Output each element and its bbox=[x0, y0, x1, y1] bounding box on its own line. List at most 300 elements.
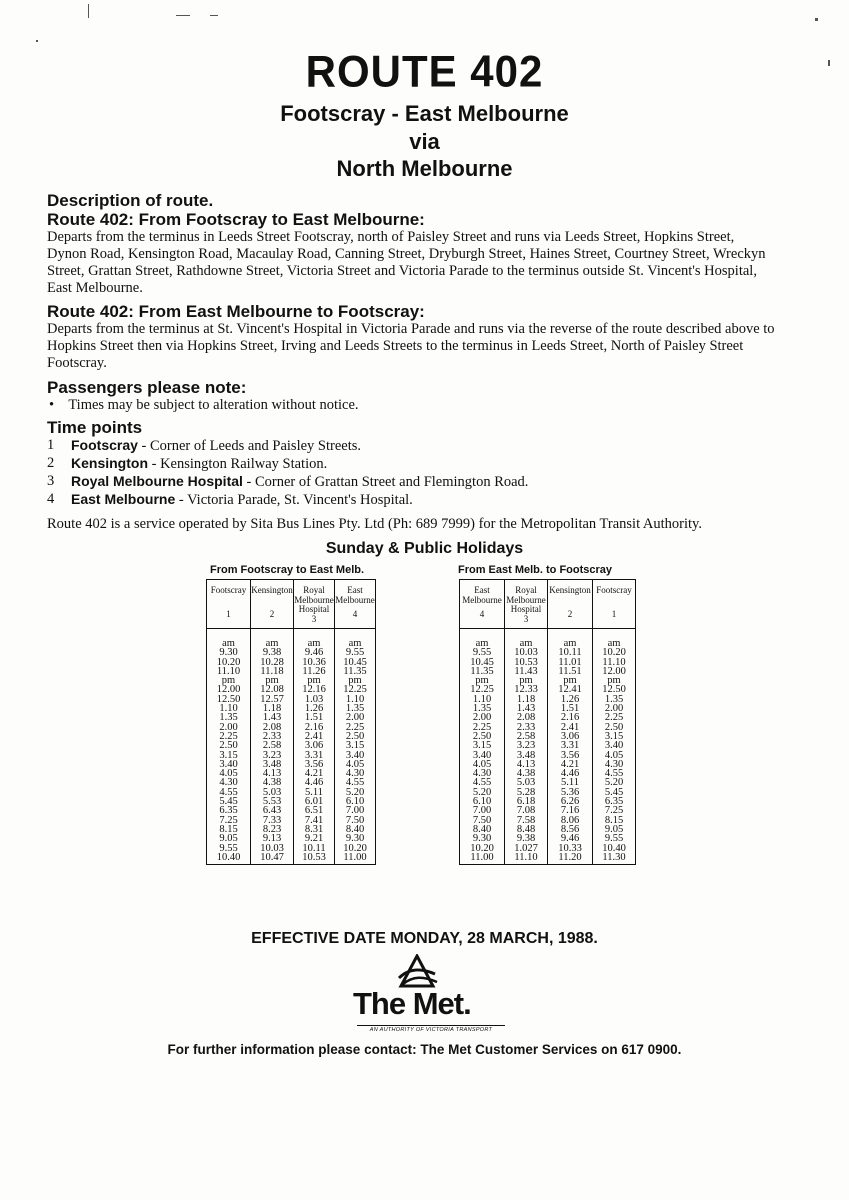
time-cell: 9.21 bbox=[294, 834, 335, 843]
timetable-row bbox=[207, 760, 376, 769]
time-cell: 4.21 bbox=[294, 769, 335, 778]
timetable-row bbox=[207, 629, 376, 649]
outbound-direction-label: From Footscray to East Melb. bbox=[210, 564, 365, 576]
time-cell: 8.31 bbox=[294, 825, 335, 834]
time-cell: 2.25 bbox=[460, 723, 505, 732]
time-cell: 4.30 bbox=[207, 778, 251, 787]
time-cell: 3.31 bbox=[294, 751, 335, 760]
time-point-number: 4 bbox=[47, 491, 55, 507]
time-cell: 3.23 bbox=[251, 751, 294, 760]
time-cell: 10.33 bbox=[548, 844, 593, 853]
outbound-timetable bbox=[206, 579, 376, 865]
scan-speck bbox=[210, 15, 218, 16]
time-cell: 11.35 bbox=[335, 667, 376, 676]
time-cell: 9.38 bbox=[505, 834, 548, 843]
contact-info: For further information please contact: The Met Customer Services on 617 0900. bbox=[167, 1042, 682, 1057]
time-cell: 1.43 bbox=[251, 713, 294, 722]
time-cell: 3.31 bbox=[548, 741, 593, 750]
time-cell: 10.40 bbox=[593, 844, 636, 853]
time-cell: 10.20 bbox=[207, 658, 251, 667]
time-cell: 9.05 bbox=[207, 834, 251, 843]
timetable-header-cell bbox=[251, 580, 294, 629]
timetable-row bbox=[460, 676, 636, 685]
time-cell: 10.11 bbox=[548, 648, 593, 657]
time-cell: 4.55 bbox=[460, 778, 505, 787]
time-cell: 3.06 bbox=[548, 732, 593, 741]
time-cell: 1.35 bbox=[460, 704, 505, 713]
timetable-row bbox=[207, 769, 376, 778]
timetable-header-row bbox=[207, 580, 376, 629]
time-point-desc: - Corner of Leeds and Paisley Streets. bbox=[137, 438, 362, 454]
time-cell: 6.18 bbox=[505, 797, 548, 806]
time-cell: 1.10 bbox=[207, 704, 251, 713]
timepoint-name: Royal Melbourne Hospital bbox=[294, 585, 334, 614]
time-cell: 2.50 bbox=[207, 741, 251, 750]
route-description bbox=[47, 191, 777, 533]
timetable-header-cell bbox=[335, 580, 376, 629]
time-cell: 7.16 bbox=[548, 806, 593, 815]
timetable-row bbox=[207, 825, 376, 834]
route-subtitle-via-place: North Melbourne bbox=[336, 156, 513, 181]
time-cell: am bbox=[251, 629, 294, 649]
time-cell: am bbox=[460, 629, 505, 649]
time-cell: pm bbox=[505, 676, 548, 685]
time-cell: 7.25 bbox=[207, 816, 251, 825]
time-cell: 4.05 bbox=[207, 769, 251, 778]
timetable-row bbox=[207, 658, 376, 667]
timetable-row bbox=[207, 732, 376, 741]
time-cell: pm bbox=[335, 676, 376, 685]
time-point-item bbox=[47, 473, 777, 491]
time-cell: 2.41 bbox=[548, 723, 593, 732]
time-cell: 1.35 bbox=[335, 704, 376, 713]
timetable-row bbox=[460, 741, 636, 750]
time-point-name: Footscray bbox=[71, 437, 138, 453]
time-cell: 6.26 bbox=[548, 797, 593, 806]
timetable-header-cell bbox=[593, 580, 636, 629]
bullet-glyph: • bbox=[49, 397, 55, 413]
met-logo bbox=[345, 954, 515, 1038]
time-cell: 5.45 bbox=[593, 788, 636, 797]
inbound-route-text: Departs from the terminus at St. Vincent's Hospital in Victoria Parade and runs via the reverse of the route described above to Hopkins Street then via Hopkins Street, Irving and Leeds Streets to the terminus in Leeds Street, North of Paisley Street Footscray. bbox=[47, 321, 775, 371]
time-cell: 3.40 bbox=[335, 751, 376, 760]
timetable-row bbox=[207, 788, 376, 797]
timepoint-number: 4 bbox=[352, 609, 358, 619]
time-cell: 2.50 bbox=[460, 732, 505, 741]
timetable-row bbox=[207, 676, 376, 685]
outbound-route-heading: Route 402: From Footscray to East Melbourne: bbox=[47, 210, 425, 229]
time-cell: 11.00 bbox=[460, 853, 505, 865]
time-cell: 5.03 bbox=[251, 788, 294, 797]
time-cell: am bbox=[207, 629, 251, 649]
timetable-row bbox=[460, 723, 636, 732]
time-cell: 1.18 bbox=[505, 695, 548, 704]
time-point-desc: - Corner of Grattan Street and Flemington Road. bbox=[242, 474, 529, 490]
scan-speck bbox=[815, 18, 818, 21]
time-cell: 12.25 bbox=[335, 685, 376, 694]
time-cell: 7.00 bbox=[460, 806, 505, 815]
time-point-name: East Melbourne bbox=[71, 491, 176, 507]
time-cell: 10.20 bbox=[335, 844, 376, 853]
time-cell: 12.57 bbox=[251, 695, 294, 704]
time-point-item bbox=[47, 491, 777, 509]
met-logo-text: The Met. bbox=[353, 986, 471, 1021]
timepoint-name: Kensington bbox=[251, 585, 293, 595]
time-cell: 7.00 bbox=[335, 806, 376, 815]
time-cell: 2.16 bbox=[548, 713, 593, 722]
note-item bbox=[49, 397, 777, 414]
time-cell: 11.35 bbox=[460, 667, 505, 676]
route-title: ROUTE 402 bbox=[305, 46, 544, 97]
time-cell: 2.00 bbox=[593, 704, 636, 713]
time-cell: 1.35 bbox=[593, 695, 636, 704]
timepoint-name: Footscray bbox=[210, 585, 247, 595]
timetable-row bbox=[207, 648, 376, 657]
schedule-title: Sunday & Public Holidays bbox=[325, 540, 524, 557]
inbound-route-heading: Route 402: From East Melbourne to Footscray: bbox=[47, 302, 425, 321]
time-cell: 11.43 bbox=[505, 667, 548, 676]
time-cell: 4.30 bbox=[593, 760, 636, 769]
time-cell: 3.15 bbox=[207, 751, 251, 760]
timetable-row bbox=[460, 695, 636, 704]
time-cell: 9.55 bbox=[593, 834, 636, 843]
time-point-number: 2 bbox=[47, 455, 55, 471]
time-cell: 9.05 bbox=[593, 825, 636, 834]
time-cell: 4.55 bbox=[207, 788, 251, 797]
time-cell: 7.50 bbox=[460, 816, 505, 825]
time-cell: 4.55 bbox=[335, 778, 376, 787]
time-cell: 12.50 bbox=[207, 695, 251, 704]
time-cell: 9.55 bbox=[207, 844, 251, 853]
time-cell: 6.51 bbox=[294, 806, 335, 815]
time-cell: 5.45 bbox=[207, 797, 251, 806]
time-cell: 2.25 bbox=[593, 713, 636, 722]
time-cell: pm bbox=[207, 676, 251, 685]
timepoint-name: East Melbourne bbox=[335, 585, 375, 605]
time-cell: 10.53 bbox=[505, 658, 548, 667]
time-cell: 11.51 bbox=[548, 667, 593, 676]
time-cell: 7.58 bbox=[505, 816, 548, 825]
timetable-row bbox=[460, 732, 636, 741]
time-cell: 5.20 bbox=[335, 788, 376, 797]
time-cell: 4.55 bbox=[593, 769, 636, 778]
time-cell: 2.08 bbox=[251, 723, 294, 732]
time-cell: 3.40 bbox=[207, 760, 251, 769]
timetable-row bbox=[207, 713, 376, 722]
time-cell: 3.40 bbox=[460, 751, 505, 760]
time-cell: 12.00 bbox=[207, 685, 251, 694]
time-point-item bbox=[47, 437, 777, 455]
time-cell: 8.48 bbox=[505, 825, 548, 834]
time-cell: 10.28 bbox=[251, 658, 294, 667]
time-cell: 10.36 bbox=[294, 658, 335, 667]
time-cell: 10.03 bbox=[251, 844, 294, 853]
time-cell: 9.30 bbox=[207, 648, 251, 657]
route-subtitle-endpoints: Footscray - East Melbourne bbox=[280, 101, 569, 126]
time-cell: 2.25 bbox=[207, 732, 251, 741]
time-cell: 2.58 bbox=[505, 732, 548, 741]
time-cell: 7.50 bbox=[335, 816, 376, 825]
outbound-route-text: Departs from the terminus in Leeds Street Footscray, north of Paisley Street and runs via Leeds Street, Hopkins Street, Dynon Road, Kensington Road, Macaulay Road, Canning Street, Dryburgh Street, Haines Street, Courtney Street, Wreckyn Street, Grattan Street, Rathdowne Street, Victoria Street and Victoria Parade to the terminus outside St. Vincent's Hospital, East Melbourne. bbox=[47, 229, 766, 296]
time-cell: 10.03 bbox=[505, 648, 548, 657]
time-cell: pm bbox=[251, 676, 294, 685]
time-point-number: 1 bbox=[47, 437, 55, 453]
time-cell: 5.20 bbox=[593, 778, 636, 787]
timetable-row bbox=[460, 825, 636, 834]
time-point-item bbox=[47, 455, 777, 473]
timetable-row bbox=[460, 797, 636, 806]
time-cell: pm bbox=[460, 676, 505, 685]
timetable-row bbox=[460, 760, 636, 769]
time-cell: 3.48 bbox=[251, 760, 294, 769]
time-cell: 7.33 bbox=[251, 816, 294, 825]
timetable-row bbox=[207, 695, 376, 704]
time-cell: 11.18 bbox=[251, 667, 294, 676]
time-cell: 4.30 bbox=[335, 769, 376, 778]
time-cell: 9.38 bbox=[251, 648, 294, 657]
time-points-list bbox=[47, 437, 777, 509]
time-cell: 7.08 bbox=[505, 806, 548, 815]
time-cell: 2.25 bbox=[335, 723, 376, 732]
time-cell: 8.15 bbox=[593, 816, 636, 825]
time-cell: 1.10 bbox=[335, 695, 376, 704]
time-cell: 12.33 bbox=[505, 685, 548, 694]
timetable-row bbox=[460, 751, 636, 760]
time-cell: 11.10 bbox=[505, 853, 548, 865]
note-text: Times may be subject to alteration without notice. bbox=[68, 397, 359, 413]
time-cell: 2.33 bbox=[505, 723, 548, 732]
timetable-header-cell bbox=[460, 580, 505, 629]
time-cell: 1.027 bbox=[505, 844, 548, 853]
time-cell: 12.16 bbox=[294, 685, 335, 694]
time-cell: 10.20 bbox=[460, 844, 505, 853]
effective-date: EFFECTIVE DATE MONDAY, 28 MARCH, 1988. bbox=[251, 930, 598, 947]
time-cell: 7.41 bbox=[294, 816, 335, 825]
time-cell: 3.15 bbox=[335, 741, 376, 750]
timetable-row bbox=[207, 853, 376, 865]
time-cell: 3.56 bbox=[548, 751, 593, 760]
time-cell: 6.10 bbox=[460, 797, 505, 806]
time-cell: pm bbox=[593, 676, 636, 685]
time-cell: 4.46 bbox=[294, 778, 335, 787]
time-cell: am bbox=[548, 629, 593, 649]
time-cell: 2.00 bbox=[460, 713, 505, 722]
time-cell: 1.43 bbox=[505, 704, 548, 713]
time-cell: 3.56 bbox=[294, 760, 335, 769]
time-cell: 10.40 bbox=[207, 853, 251, 865]
time-cell: 9.46 bbox=[294, 648, 335, 657]
time-cell: 3.40 bbox=[593, 741, 636, 750]
time-point-desc: - Kensington Railway Station. bbox=[148, 456, 328, 472]
timetable-row bbox=[460, 769, 636, 778]
timetable-row bbox=[460, 667, 636, 676]
time-cell: 9.13 bbox=[251, 834, 294, 843]
time-cell: 2.50 bbox=[335, 732, 376, 741]
time-cell: 4.05 bbox=[335, 760, 376, 769]
timetable-row bbox=[207, 844, 376, 853]
time-cell: 8.06 bbox=[548, 816, 593, 825]
timetable-header-row bbox=[460, 580, 636, 629]
time-cell: am bbox=[505, 629, 548, 649]
time-cell: 1.35 bbox=[207, 713, 251, 722]
time-cell: 5.11 bbox=[548, 778, 593, 787]
timepoint-number: 3 bbox=[311, 613, 317, 624]
time-cell: 10.47 bbox=[251, 853, 294, 865]
route-subtitle-via: via bbox=[409, 129, 440, 154]
time-cell: 3.23 bbox=[505, 741, 548, 750]
time-cell: 9.55 bbox=[460, 648, 505, 657]
time-cell: 9.30 bbox=[335, 834, 376, 843]
time-cell: 1.26 bbox=[548, 695, 593, 704]
time-cell: 6.35 bbox=[593, 797, 636, 806]
time-cell: 11.30 bbox=[593, 853, 636, 865]
timetable-row bbox=[460, 658, 636, 667]
time-cell: 3.48 bbox=[505, 751, 548, 760]
time-cell: 1.10 bbox=[460, 695, 505, 704]
time-cell: 9.46 bbox=[548, 834, 593, 843]
time-cell: 5.11 bbox=[294, 788, 335, 797]
time-cell: am bbox=[335, 629, 376, 649]
time-cell: 3.15 bbox=[460, 741, 505, 750]
time-cell: 12.41 bbox=[548, 685, 593, 694]
timetable-row bbox=[207, 797, 376, 806]
timepoint-number: 4 bbox=[479, 609, 485, 619]
operator-note: Route 402 is a service operated by Sita Bus Lines Pty. Ltd (Ph: 689 7999) for the Metropolitan Transit Authority. bbox=[47, 516, 702, 532]
time-cell: 9.55 bbox=[335, 648, 376, 657]
time-cell: 1.51 bbox=[294, 713, 335, 722]
time-cell: 4.30 bbox=[460, 769, 505, 778]
timetable-row bbox=[460, 778, 636, 787]
time-cell: 4.21 bbox=[548, 760, 593, 769]
time-cell: 2.08 bbox=[505, 713, 548, 722]
time-point-number: 3 bbox=[47, 473, 55, 489]
timetable-row bbox=[460, 648, 636, 657]
time-cell: 4.13 bbox=[251, 769, 294, 778]
timepoint-number: 1 bbox=[226, 609, 231, 619]
time-cell: 11.10 bbox=[207, 667, 251, 676]
time-cell: 10.53 bbox=[294, 853, 335, 865]
timetable-row bbox=[207, 816, 376, 825]
time-cell: 10.11 bbox=[294, 844, 335, 853]
time-cell: am bbox=[294, 629, 335, 649]
timetable-row bbox=[207, 741, 376, 750]
time-cell: 11.01 bbox=[548, 658, 593, 667]
time-cell: 10.45 bbox=[460, 658, 505, 667]
timetable-row bbox=[207, 704, 376, 713]
time-cell: 11.26 bbox=[294, 667, 335, 676]
timepoint-number: 1 bbox=[611, 609, 617, 619]
scan-speck bbox=[176, 15, 190, 16]
time-cell: 5.36 bbox=[548, 788, 593, 797]
timetable-row bbox=[207, 806, 376, 815]
time-cell: 2.58 bbox=[251, 741, 294, 750]
time-cell: 4.46 bbox=[548, 769, 593, 778]
timepoint-number: 3 bbox=[523, 613, 529, 624]
time-points-heading: Time points bbox=[47, 418, 143, 437]
timetable-row bbox=[460, 704, 636, 713]
time-cell: 6.10 bbox=[335, 797, 376, 806]
timetable-row bbox=[207, 778, 376, 787]
time-cell: 5.03 bbox=[505, 778, 548, 787]
timepoint-number: 2 bbox=[567, 609, 573, 619]
time-cell: 11.20 bbox=[548, 853, 593, 865]
timetable-row bbox=[460, 844, 636, 853]
timetable-header-cell bbox=[207, 580, 251, 629]
time-cell: 10.45 bbox=[335, 658, 376, 667]
timepoint-name: Royal Melbourne Hospital bbox=[506, 585, 546, 614]
time-cell: 2.16 bbox=[294, 723, 335, 732]
time-cell: 5.28 bbox=[505, 788, 548, 797]
timetable-header-cell bbox=[548, 580, 593, 629]
met-logo-tagline: AN AUTHORITY OF VICTORIA TRANSPORT bbox=[357, 1025, 505, 1033]
time-cell: 4.13 bbox=[505, 760, 548, 769]
time-cell: 7.25 bbox=[593, 806, 636, 815]
timepoint-name: East Melbourne bbox=[462, 585, 502, 605]
time-cell: 11.00 bbox=[335, 853, 376, 865]
time-point-name: Royal Melbourne Hospital bbox=[71, 473, 243, 489]
time-cell: 1.03 bbox=[294, 695, 335, 704]
time-cell: 2.00 bbox=[335, 713, 376, 722]
time-cell: 12.00 bbox=[593, 667, 636, 676]
time-cell: pm bbox=[294, 676, 335, 685]
time-cell: 11.10 bbox=[593, 658, 636, 667]
timetable-row bbox=[207, 751, 376, 760]
timetable-row bbox=[207, 723, 376, 732]
timetable-row bbox=[460, 806, 636, 815]
time-cell: 6.35 bbox=[207, 806, 251, 815]
time-cell: 8.15 bbox=[207, 825, 251, 834]
time-cell: 10.20 bbox=[593, 648, 636, 657]
time-cell: 8.40 bbox=[335, 825, 376, 834]
time-cell: 3.06 bbox=[294, 741, 335, 750]
time-cell: 2.33 bbox=[251, 732, 294, 741]
time-cell: 5.20 bbox=[460, 788, 505, 797]
scan-speck bbox=[36, 40, 38, 42]
time-cell: 1.26 bbox=[294, 704, 335, 713]
time-cell: 1.18 bbox=[251, 704, 294, 713]
timetable-row bbox=[460, 788, 636, 797]
timetable-header-cell bbox=[294, 580, 335, 629]
time-cell: 4.38 bbox=[251, 778, 294, 787]
time-cell: 4.05 bbox=[593, 751, 636, 760]
timetable-row bbox=[460, 713, 636, 722]
time-cell: 5.53 bbox=[251, 797, 294, 806]
timepoint-name: Footscray bbox=[596, 585, 632, 595]
time-cell: 8.56 bbox=[548, 825, 593, 834]
timetable-row bbox=[460, 816, 636, 825]
time-cell: 4.38 bbox=[505, 769, 548, 778]
time-cell: 6.43 bbox=[251, 806, 294, 815]
time-cell: 6.01 bbox=[294, 797, 335, 806]
time-cell: 4.05 bbox=[460, 760, 505, 769]
time-point-desc: - Victoria Parade, St. Vincent's Hospital. bbox=[175, 492, 413, 508]
time-cell: pm bbox=[548, 676, 593, 685]
time-point-name: Kensington bbox=[71, 455, 148, 471]
timepoint-name: Kensington bbox=[549, 585, 591, 595]
time-cell: 2.00 bbox=[207, 723, 251, 732]
timepoint-number: 2 bbox=[269, 609, 275, 619]
timetable-row bbox=[460, 629, 636, 649]
inbound-timetable bbox=[459, 579, 636, 865]
timetable-row bbox=[207, 685, 376, 694]
timetable-row bbox=[207, 834, 376, 843]
time-cell: 2.41 bbox=[294, 732, 335, 741]
time-cell: 12.50 bbox=[593, 685, 636, 694]
inbound-direction-label: From East Melb. to Footscray bbox=[458, 564, 613, 576]
time-cell: 1.51 bbox=[548, 704, 593, 713]
timetable-row bbox=[460, 834, 636, 843]
timetable-row bbox=[460, 685, 636, 694]
